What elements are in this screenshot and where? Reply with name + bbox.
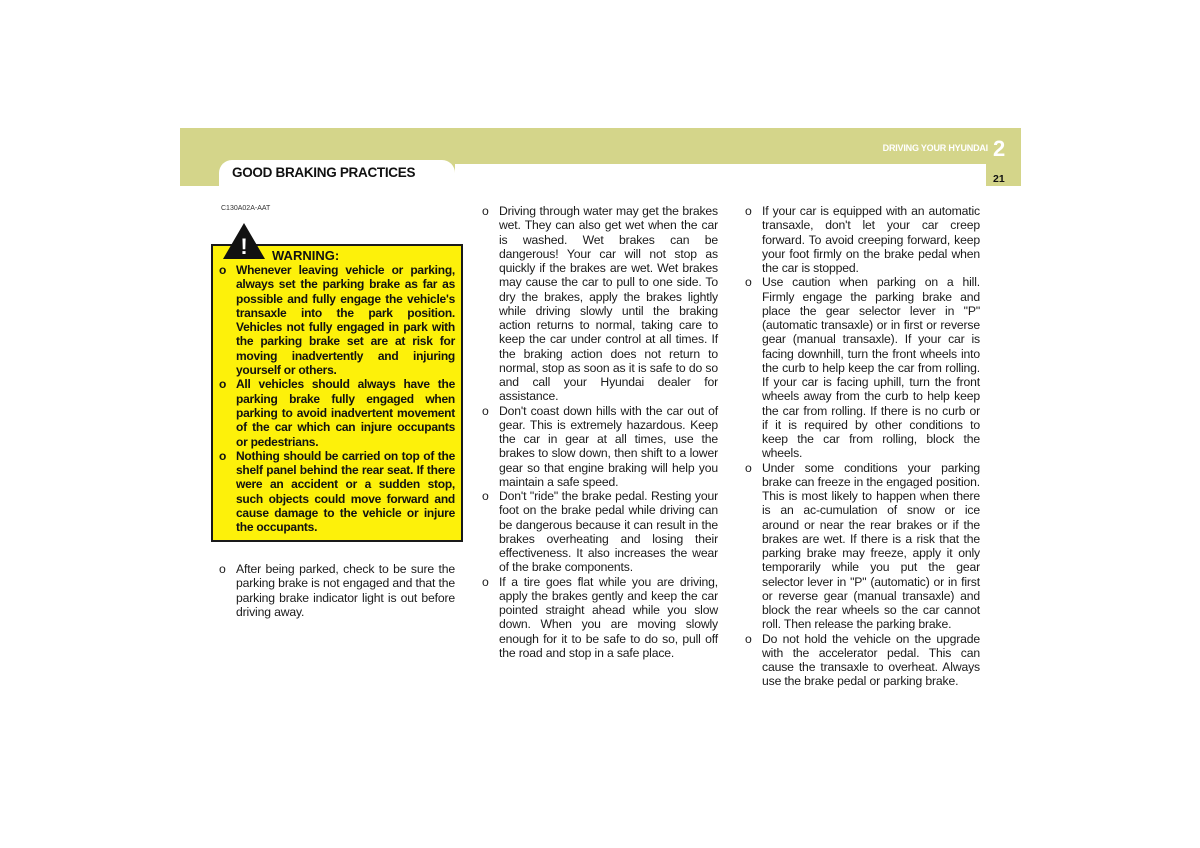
column-2-list — [482, 204, 718, 660]
bullet: o — [745, 460, 752, 475]
bullet: o — [219, 263, 227, 277]
list-item-text: After being parked, check to be sure the parking brake is not engaged and that the parking brake indicator light is out before driving away. — [236, 562, 455, 619]
bullet: o — [482, 574, 489, 589]
warning-item — [219, 449, 455, 535]
list-item-text: Driving through water may get the brakes wet. They can also get wet when the car is washed. Wet brakes can be dangerous! Your car will not stop as quickly if the brakes are wet. Wet brakes may cause the car to pull to one side. To dry the brakes, apply the brakes lightly while driving slowly until the braking action returns to normal, taking care to keep the car under control at all times. If the braking action does not return to normal, stop as soon as it is safe to do so and call your Hyundai dealer for assistance. — [499, 204, 718, 404]
warning-title: WARNING: — [272, 248, 340, 263]
bullet: o — [745, 631, 752, 646]
column-1-list — [219, 562, 455, 619]
list-item-text: If a tire goes flat while you are driving, apply the brakes gently and keep the car pointed straight ahead while you slow down. When you are moving slowly enough for it to be safe to do so, pull off the road and stop in a safe place. — [499, 574, 718, 660]
bullet: o — [482, 204, 489, 218]
list-item — [482, 204, 718, 404]
header-divider — [455, 164, 986, 186]
bullet: o — [745, 204, 752, 218]
list-item — [482, 404, 718, 490]
warning-exclamation: ! — [240, 234, 248, 259]
warning-item-text: Whenever leaving vehicle or parking, always set the parking brake as far as possible and fully engage the vehicle's transaxle into the park position. Vehicles not fully engaged in park with the parking brake set are at risk for moving inadvertently and injuring yourself or others. — [236, 263, 455, 378]
list-item-text: Use caution when parking on a hill. Firmly engage the parking brake and place the gear selector lever in "P" (automatic transaxle) or in first or reverse gear (manual transaxle). If your car is facing downhill, turn the front wheels into the curb to help keep the car from rolling. If your car is facing uphill, turn the front wheels away from the curb to help keep the car from rolling. If there is no curb or if it is required by other conditions to keep the car from rolling, block the wheels. — [762, 275, 980, 461]
warning-item — [219, 263, 455, 377]
page-number: 21 — [993, 173, 1005, 185]
chapter-number: 2 — [993, 136, 1006, 161]
list-item-text: Don't coast down hills with the car out of gear. This is extremely hazardous. Keep the car in gear at all times, use the brakes to slow down, then shift to a lower gear so that engine braking will help you maintain a safe speed. — [499, 403, 718, 489]
list-item — [482, 575, 718, 661]
list-item — [745, 275, 980, 460]
warning-item-text: Nothing should be carried on top of the shelf panel behind the rear seat. If there were an accident or a sudden stop, such objects could move forward and cause damage to the vehicle or injure the occupants. — [236, 448, 455, 535]
list-item-text: Do not hold the vehicle on the upgrade with the accelerator pedal. This can cause the transaxle to overheat. Always use the brake pedal or parking brake. — [762, 631, 980, 689]
warning-list — [219, 263, 455, 535]
bullet: o — [482, 489, 489, 503]
list-item — [745, 632, 980, 689]
warning-item — [219, 377, 455, 448]
list-item-text: Under some conditions your parking brake can freeze in the engaged position. This is most likely to happen when there is an ac-cumulation of snow or ice around or near the rear brakes or if the brakes are wet. If there is a risk that the parking brake may freeze, apply it only temporarily while you put the gear selector lever in "P" (automatic) or in first or reverse gear (manual transaxle) and block the rear wheels so the car cannot roll. Then release the parking brake. — [762, 460, 980, 632]
column-3-list — [745, 204, 980, 689]
warning-triangle-icon — [222, 222, 266, 260]
chapter-label: DRIVING YOUR HYUNDAI — [882, 143, 988, 153]
list-item-text: If your car is equipped with an automatic transaxle, don't let your car creep forward. To avoid creeping forward, keep your foot firmly on the brake pedal when the car is stopped. — [762, 204, 980, 275]
bullet: o — [219, 377, 227, 392]
list-item — [745, 204, 980, 275]
bullet: o — [745, 275, 752, 290]
document-code: C130A02A-AAT — [221, 205, 271, 212]
list-item — [482, 489, 718, 575]
section-title: GOOD BRAKING PRACTICES — [232, 165, 416, 180]
bullet: o — [482, 403, 489, 418]
list-item-text: Don't "ride" the brake pedal. Resting your foot on the brake pedal while driving can be dangerous because it can result in the brakes overheating and losing their effectiveness. It also increases the wear of the brake components. — [499, 489, 718, 575]
list-item — [745, 461, 980, 632]
bullet: o — [219, 562, 226, 576]
bullet: o — [219, 448, 227, 463]
warning-item-text: All vehicles should always have the parking brake fully engaged when parking to avoid inadvertent movement of the car which can injure occupants or pedestrians. — [236, 377, 455, 449]
list-item — [219, 562, 455, 619]
